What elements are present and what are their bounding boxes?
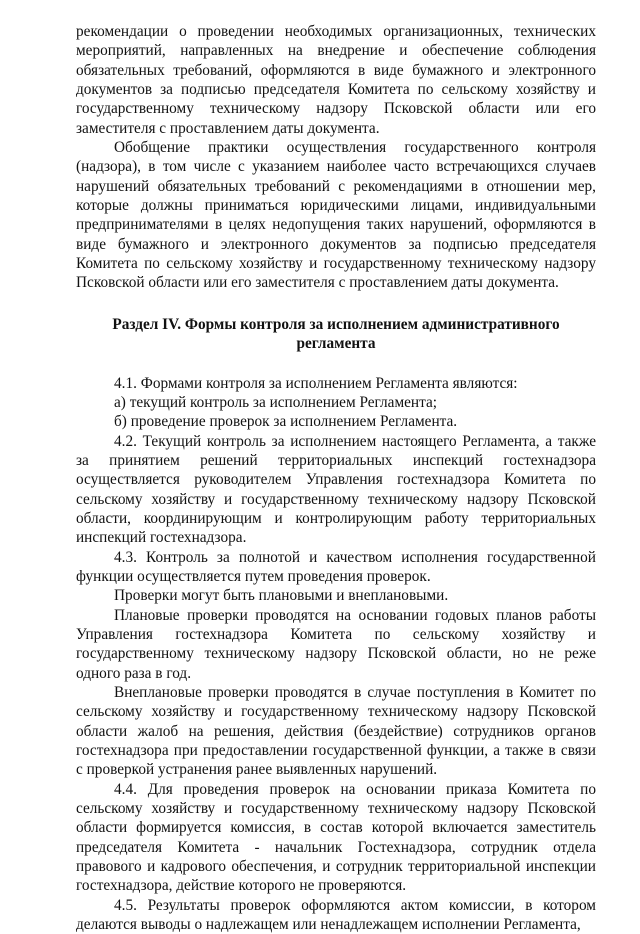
- document-page: [76, 22, 596, 934]
- paragraph-continuation: рекомендации о проведении необходимых организационных, технических мероприятий, направленных на внедрение и обеспечение соблюдения обязательных требований, оформляются в виде бумажного и электронного документов за подписью председателя Комитета по сельскому хозяйству и государственному техническому надзору Псковской области или его заместителя с проставлением даты документа.: [76, 23, 596, 137]
- paragraph-4-3: 4.3. Контроль за полнотой и качеством исполнения государственной функции осуществляется путем проведения проверок.: [76, 548, 596, 585]
- paragraph-planned-checks: Плановые проверки проводятся на основании годовых планов работы Управления гостехнадзора Комитета по сельскому хозяйству и государственному техническому надзору Псковской области, но не реже одного раза в год.: [76, 606, 596, 682]
- paragraph-unplanned-checks: Внеплановые проверки проводятся в случае поступления в Комитет по сельскому хозяйству и государственному техническому надзору Псковской области жалоб на решения, действия (бездействие) сотрудников органов гостехнадзора при предоставлении государственной функции, а также в связи с проверкой устранения ранее выявленных нарушений.: [76, 684, 596, 779]
- list-item-a: а) текущий контроль за исполнением Регламента;: [114, 393, 438, 411]
- paragraph-4-4: 4.4. Для проведения проверок на основании приказа Комитета по сельскому хозяйству и государственному техническому надзору Псковской области формируется комиссия, в состав которой включается заместитель председателя Комитета - начальник Гостехнадзора, сотрудник отдела правового и кадрового обеспечения, и сотрудник территориальной инспекции гостехнадзора, действие которого не проверяются.: [76, 780, 596, 895]
- paragraph-4-5: 4.5. Результаты проверок оформляются актом комиссии, в котором делаются выводы о надлежащем или ненадлежащем исполнении Регламента,: [76, 896, 596, 934]
- section-heading: Раздел IV. Формы контроля за исполнением административного регламента: [112, 315, 560, 353]
- paragraph-4-1: 4.1. Формами контроля за исполнением Регламента являются:: [114, 374, 518, 392]
- paragraph-4-2: 4.2. Текущий контроль за исполнением настоящего Регламента, а также за принятием решений территориальных инспекций гостехнадзора осуществляется руководителем Управления гостехнадзора Комитета по сельскому хозяйству и государственному техническому надзору Псковской области, координирующим и контролирующим работу территориальных инспекций гостехнадзора.: [76, 432, 596, 547]
- paragraph-check-types: Проверки могут быть плановыми и внеплановыми.: [114, 587, 449, 605]
- paragraph-generalization: Обобщение практики осуществления государственного контроля (надзора), в том числе с указанием наиболее часто встречающихся случаев нарушений обязательных требований с рекомендациями в отношении мер, которые должны приниматься юридическими лицами, индивидуальными предпринимателями в целях недопущения таких нарушений, оформляются в виде бумажного и электронного документов за подписью председателя Комитета по сельскому хозяйству и государственному техническому надзору Псковской области или его заместителя с проставлением даты документа.: [76, 139, 596, 292]
- list-item-b: б) проведение проверок за исполнением Регламента.: [114, 413, 458, 431]
